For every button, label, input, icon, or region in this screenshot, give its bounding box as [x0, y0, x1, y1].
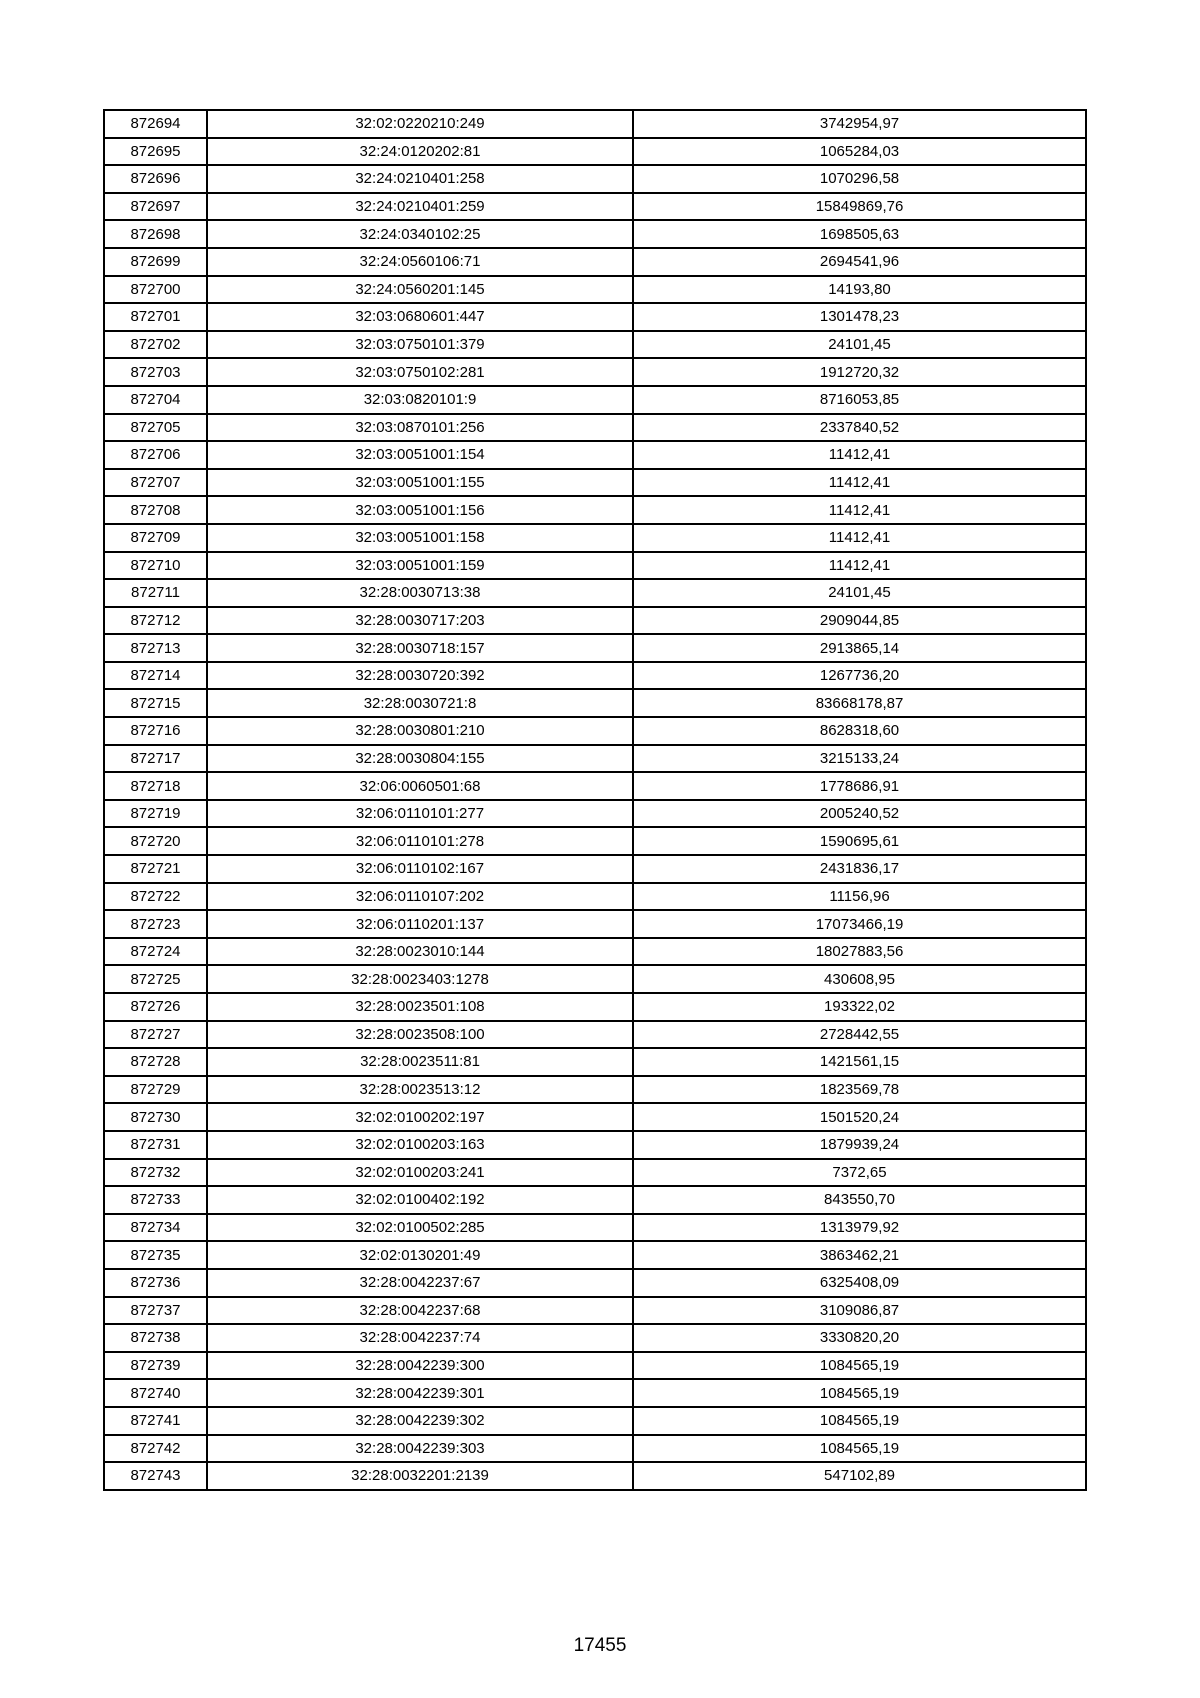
table-row: [104, 883, 1086, 911]
table-row: [104, 1214, 1086, 1242]
table-row: [104, 1131, 1086, 1159]
record-number-cell: 872705: [104, 414, 207, 442]
cadastral-number-cell: 32:03:0051001:156: [207, 496, 633, 524]
table-row: [104, 1076, 1086, 1104]
record-number-cell: 872717: [104, 745, 207, 773]
cadastral-number-cell: 32:28:0023403:1278: [207, 965, 633, 993]
table-row: [104, 965, 1086, 993]
table-row: [104, 110, 1086, 138]
cadastral-value-cell: 24101,45: [633, 579, 1086, 607]
cadastral-value-cell: 2431836,17: [633, 855, 1086, 883]
record-number-cell: 872739: [104, 1352, 207, 1380]
cadastral-number-cell: 32:03:0820101:9: [207, 386, 633, 414]
record-number-cell: 872711: [104, 579, 207, 607]
cadastral-value-cell: 18027883,56: [633, 938, 1086, 966]
record-number-cell: 872726: [104, 993, 207, 1021]
cadastral-value-cell: 2337840,52: [633, 414, 1086, 442]
cadastral-value-cell: 1084565,19: [633, 1352, 1086, 1380]
record-number-cell: 872736: [104, 1269, 207, 1297]
record-number-cell: 872695: [104, 138, 207, 166]
cadastral-value-cell: 1084565,19: [633, 1435, 1086, 1463]
table-row: [104, 414, 1086, 442]
cadastral-value-cell: 1267736,20: [633, 662, 1086, 690]
table-row: [104, 1462, 1086, 1490]
record-number-cell: 872727: [104, 1021, 207, 1049]
cadastral-value-cell: 24101,45: [633, 331, 1086, 359]
table-row: [104, 165, 1086, 193]
cadastral-number-cell: 32:28:0042239:301: [207, 1379, 633, 1407]
table-row: [104, 331, 1086, 359]
cadastral-value-cell: 843550,70: [633, 1186, 1086, 1214]
table-row: [104, 1021, 1086, 1049]
record-number-cell: 872713: [104, 634, 207, 662]
cadastral-number-cell: 32:24:0210401:258: [207, 165, 633, 193]
cadastral-number-cell: 32:03:0051001:158: [207, 524, 633, 552]
record-number-cell: 872716: [104, 717, 207, 745]
registry-table: [103, 109, 1087, 1491]
record-number-cell: 872743: [104, 1462, 207, 1490]
record-number-cell: 872697: [104, 193, 207, 221]
cadastral-number-cell: 32:03:0051001:154: [207, 441, 633, 469]
record-number-cell: 872719: [104, 800, 207, 828]
cadastral-value-cell: 3330820,20: [633, 1324, 1086, 1352]
cadastral-number-cell: 32:02:0100203:163: [207, 1131, 633, 1159]
record-number-cell: 872699: [104, 248, 207, 276]
cadastral-value-cell: 1084565,19: [633, 1379, 1086, 1407]
cadastral-number-cell: 32:28:0023513:12: [207, 1076, 633, 1104]
cadastral-value-cell: 1084565,19: [633, 1407, 1086, 1435]
record-number-cell: 872724: [104, 938, 207, 966]
table-row: [104, 1269, 1086, 1297]
record-number-cell: 872730: [104, 1103, 207, 1131]
cadastral-number-cell: 32:02:0100402:192: [207, 1186, 633, 1214]
record-number-cell: 872709: [104, 524, 207, 552]
record-number-cell: 872704: [104, 386, 207, 414]
cadastral-number-cell: 32:24:0120202:81: [207, 138, 633, 166]
cadastral-number-cell: 32:24:0560106:71: [207, 248, 633, 276]
table-row: [104, 607, 1086, 635]
table-row: [104, 827, 1086, 855]
cadastral-number-cell: 32:28:0030717:203: [207, 607, 633, 635]
table-row: [104, 993, 1086, 1021]
record-number-cell: 872735: [104, 1241, 207, 1269]
record-number-cell: 872738: [104, 1324, 207, 1352]
cadastral-value-cell: 2913865,14: [633, 634, 1086, 662]
record-number-cell: 872732: [104, 1159, 207, 1187]
record-number-cell: 872701: [104, 303, 207, 331]
registry-table-body: [104, 110, 1086, 1490]
cadastral-number-cell: 32:02:0100202:197: [207, 1103, 633, 1131]
record-number-cell: 872698: [104, 220, 207, 248]
cadastral-number-cell: 32:24:0210401:259: [207, 193, 633, 221]
record-number-cell: 872707: [104, 469, 207, 497]
table-row: [104, 800, 1086, 828]
record-number-cell: 872708: [104, 496, 207, 524]
table-row: [104, 689, 1086, 717]
record-number-cell: 872696: [104, 165, 207, 193]
cadastral-number-cell: 32:28:0030713:38: [207, 579, 633, 607]
cadastral-value-cell: 2728442,55: [633, 1021, 1086, 1049]
cadastral-value-cell: 83668178,87: [633, 689, 1086, 717]
page-number: 17455: [573, 1635, 627, 1656]
cadastral-value-cell: 15849869,76: [633, 193, 1086, 221]
cadastral-value-cell: 1590695,61: [633, 827, 1086, 855]
cadastral-number-cell: 32:28:0042237:74: [207, 1324, 633, 1352]
cadastral-number-cell: 32:24:0560201:145: [207, 276, 633, 304]
cadastral-number-cell: 32:06:0110102:167: [207, 855, 633, 883]
cadastral-value-cell: 7372,65: [633, 1159, 1086, 1187]
cadastral-value-cell: 1823569,78: [633, 1076, 1086, 1104]
record-number-cell: 872706: [104, 441, 207, 469]
cadastral-number-cell: 32:28:0030718:157: [207, 634, 633, 662]
table-row: [104, 938, 1086, 966]
table-row: [104, 358, 1086, 386]
record-number-cell: 872741: [104, 1407, 207, 1435]
table-row: [104, 1435, 1086, 1463]
record-number-cell: 872710: [104, 552, 207, 580]
cadastral-number-cell: 32:28:0030721:8: [207, 689, 633, 717]
table-row: [104, 1048, 1086, 1076]
table-row: [104, 579, 1086, 607]
table-row: [104, 717, 1086, 745]
cadastral-number-cell: 32:06:0110107:202: [207, 883, 633, 911]
cadastral-value-cell: 2909044,85: [633, 607, 1086, 635]
cadastral-number-cell: 32:28:0030720:392: [207, 662, 633, 690]
record-number-cell: 872700: [104, 276, 207, 304]
table-row: [104, 1297, 1086, 1325]
record-number-cell: 872737: [104, 1297, 207, 1325]
table-row: [104, 220, 1086, 248]
table-row: [104, 193, 1086, 221]
table-row: [104, 662, 1086, 690]
table-row: [104, 469, 1086, 497]
table-row: [104, 1324, 1086, 1352]
table-row: [104, 1407, 1086, 1435]
table-row: [104, 386, 1086, 414]
record-number-cell: 872720: [104, 827, 207, 855]
record-number-cell: 872734: [104, 1214, 207, 1242]
record-number-cell: 872723: [104, 910, 207, 938]
cadastral-number-cell: 32:06:0110101:277: [207, 800, 633, 828]
record-number-cell: 872742: [104, 1435, 207, 1463]
cadastral-number-cell: 32:06:0110101:278: [207, 827, 633, 855]
table-row: [104, 248, 1086, 276]
cadastral-value-cell: 3742954,97: [633, 110, 1086, 138]
record-number-cell: 872718: [104, 772, 207, 800]
cadastral-number-cell: 32:28:0030801:210: [207, 717, 633, 745]
cadastral-number-cell: 32:03:0750102:281: [207, 358, 633, 386]
cadastral-number-cell: 32:03:0680601:447: [207, 303, 633, 331]
cadastral-value-cell: 1879939,24: [633, 1131, 1086, 1159]
cadastral-number-cell: 32:03:0051001:159: [207, 552, 633, 580]
record-number-cell: 872731: [104, 1131, 207, 1159]
record-number-cell: 872728: [104, 1048, 207, 1076]
record-number-cell: 872702: [104, 331, 207, 359]
cadastral-value-cell: 1070296,58: [633, 165, 1086, 193]
record-number-cell: 872694: [104, 110, 207, 138]
cadastral-value-cell: 11412,41: [633, 496, 1086, 524]
cadastral-number-cell: 32:02:0100502:285: [207, 1214, 633, 1242]
cadastral-number-cell: 32:28:0023511:81: [207, 1048, 633, 1076]
table-row: [104, 1159, 1086, 1187]
cadastral-value-cell: 430608,95: [633, 965, 1086, 993]
cadastral-value-cell: 11412,41: [633, 524, 1086, 552]
cadastral-number-cell: 32:03:0870101:256: [207, 414, 633, 442]
cadastral-number-cell: 32:03:0750101:379: [207, 331, 633, 359]
cadastral-number-cell: 32:28:0032201:2139: [207, 1462, 633, 1490]
cadastral-number-cell: 32:02:0220210:249: [207, 110, 633, 138]
cadastral-value-cell: 17073466,19: [633, 910, 1086, 938]
cadastral-value-cell: 11412,41: [633, 469, 1086, 497]
cadastral-number-cell: 32:28:0042239:300: [207, 1352, 633, 1380]
cadastral-value-cell: 8628318,60: [633, 717, 1086, 745]
table-row: [104, 138, 1086, 166]
cadastral-number-cell: 32:24:0340102:25: [207, 220, 633, 248]
cadastral-value-cell: 8716053,85: [633, 386, 1086, 414]
cadastral-value-cell: 1421561,15: [633, 1048, 1086, 1076]
cadastral-number-cell: 32:06:0060501:68: [207, 772, 633, 800]
table-row: [104, 910, 1086, 938]
cadastral-number-cell: 32:28:0042239:303: [207, 1435, 633, 1463]
record-number-cell: 872729: [104, 1076, 207, 1104]
table-row: [104, 441, 1086, 469]
record-number-cell: 872712: [104, 607, 207, 635]
cadastral-value-cell: 14193,80: [633, 276, 1086, 304]
table-row: [104, 772, 1086, 800]
table-row: [104, 1352, 1086, 1380]
cadastral-value-cell: 3109086,87: [633, 1297, 1086, 1325]
cadastral-number-cell: 32:28:0023010:144: [207, 938, 633, 966]
cadastral-number-cell: 32:02:0130201:49: [207, 1241, 633, 1269]
cadastral-value-cell: 1912720,32: [633, 358, 1086, 386]
cadastral-value-cell: 11156,96: [633, 883, 1086, 911]
cadastral-number-cell: 32:28:0030804:155: [207, 745, 633, 773]
cadastral-number-cell: 32:28:0042239:302: [207, 1407, 633, 1435]
cadastral-number-cell: 32:28:0023501:108: [207, 993, 633, 1021]
cadastral-number-cell: 32:02:0100203:241: [207, 1159, 633, 1187]
cadastral-number-cell: 32:03:0051001:155: [207, 469, 633, 497]
cadastral-value-cell: 2694541,96: [633, 248, 1086, 276]
cadastral-value-cell: 1065284,03: [633, 138, 1086, 166]
cadastral-number-cell: 32:28:0042237:68: [207, 1297, 633, 1325]
cadastral-value-cell: 1698505,63: [633, 220, 1086, 248]
table-row: [104, 745, 1086, 773]
table-row: [104, 303, 1086, 331]
cadastral-value-cell: 11412,41: [633, 441, 1086, 469]
cadastral-number-cell: 32:28:0023508:100: [207, 1021, 633, 1049]
cadastral-number-cell: 32:28:0042237:67: [207, 1269, 633, 1297]
cadastral-number-cell: 32:06:0110201:137: [207, 910, 633, 938]
cadastral-value-cell: 2005240,52: [633, 800, 1086, 828]
cadastral-value-cell: 1301478,23: [633, 303, 1086, 331]
table-row: [104, 1103, 1086, 1131]
cadastral-value-cell: 193322,02: [633, 993, 1086, 1021]
table-row: [104, 1241, 1086, 1269]
record-number-cell: 872721: [104, 855, 207, 883]
cadastral-value-cell: 1313979,92: [633, 1214, 1086, 1242]
record-number-cell: 872740: [104, 1379, 207, 1407]
table-row: [104, 855, 1086, 883]
record-number-cell: 872715: [104, 689, 207, 717]
table-row: [104, 1186, 1086, 1214]
cadastral-value-cell: 3215133,24: [633, 745, 1086, 773]
record-number-cell: 872703: [104, 358, 207, 386]
record-number-cell: 872722: [104, 883, 207, 911]
cadastral-value-cell: 547102,89: [633, 1462, 1086, 1490]
table-row: [104, 276, 1086, 304]
table-row: [104, 634, 1086, 662]
record-number-cell: 872733: [104, 1186, 207, 1214]
table-row: [104, 496, 1086, 524]
cadastral-value-cell: 1778686,91: [633, 772, 1086, 800]
table-row: [104, 1379, 1086, 1407]
cadastral-value-cell: 1501520,24: [633, 1103, 1086, 1131]
table-row: [104, 552, 1086, 580]
cadastral-value-cell: 6325408,09: [633, 1269, 1086, 1297]
record-number-cell: 872714: [104, 662, 207, 690]
cadastral-value-cell: 11412,41: [633, 552, 1086, 580]
record-number-cell: 872725: [104, 965, 207, 993]
table-row: [104, 524, 1086, 552]
cadastral-value-cell: 3863462,21: [633, 1241, 1086, 1269]
